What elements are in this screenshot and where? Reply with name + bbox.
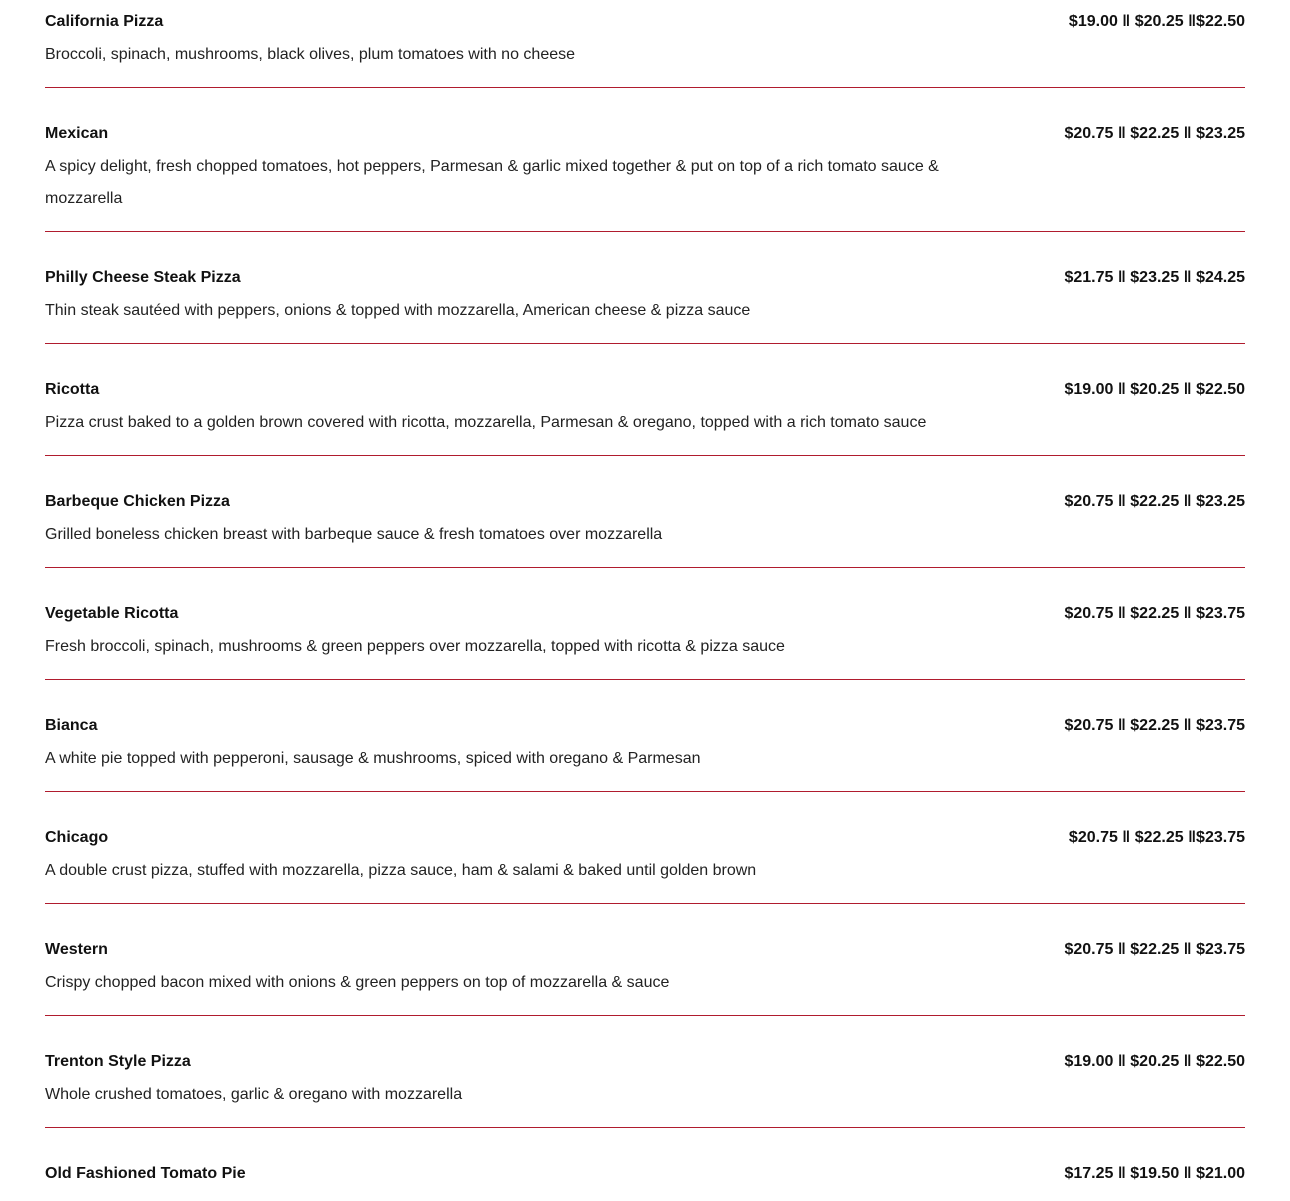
menu-item-name: Chicago <box>45 829 109 846</box>
menu-item-header <box>45 125 1245 145</box>
menu-item-description: Fresh broccoli, spinach, mushrooms & green peppers over mozzarella, topped with ricotta & pizza sauce <box>45 638 785 655</box>
menu-item-description: Grilled boneless chicken breast with barbeque sauce & fresh tomatoes over mozzarella <box>45 526 663 543</box>
menu-item <box>45 1152 1245 1201</box>
menu-item-header <box>45 269 1245 289</box>
menu-item-price: $20.75 ‖ $22.25 ‖ $23.25 <box>1064 125 1245 142</box>
menu-item-header <box>45 1053 1245 1073</box>
menu-item-description: Pizza crust baked to a golden brown covered with ricotta, mozzarella, Parmesan & oregano, topped with a rich tomato sauce <box>45 414 927 431</box>
menu-item-header <box>45 1165 1245 1185</box>
menu-item-header <box>45 381 1245 401</box>
menu-item-name: Ricotta <box>45 381 100 398</box>
menu-item-description: Whole crushed tomatoes, garlic & oregano with mozzarella <box>45 1086 463 1103</box>
menu-item-price: $17.25 ‖ $19.50 ‖ $21.00 <box>1064 1165 1245 1182</box>
menu-item-header <box>45 605 1245 625</box>
menu-item-name: Western <box>45 941 108 958</box>
menu-item <box>45 0 1245 88</box>
menu-item <box>45 256 1245 344</box>
menu-item-description: A white pie topped with pepperoni, sausage & mushrooms, spiced with oregano & Parmesan <box>45 750 701 767</box>
menu-item-description: Crispy chopped bacon mixed with onions & green peppers on top of mozzarella & sauce <box>45 974 670 991</box>
menu-item-price: $20.75 ‖ $22.25 ‖ $23.25 <box>1064 493 1245 510</box>
menu-item <box>45 112 1245 232</box>
menu-item-name: California Pizza <box>45 13 164 30</box>
menu-item-price: $21.75 ‖ $23.25 ‖ $24.25 <box>1064 269 1245 286</box>
menu-item <box>45 480 1245 568</box>
menu-item-price: $20.75 ‖ $22.25 ‖ $23.75 <box>1064 605 1245 622</box>
menu-item-header <box>45 829 1245 849</box>
menu-item-description: Thin steak sautéed with peppers, onions & topped with mozzarella, American cheese & pizza sauce <box>45 302 751 319</box>
menu-item-price: $19.00 ‖ $20.25 ‖$22.50 <box>1068 13 1245 30</box>
menu-item-price: $19.00 ‖ $20.25 ‖ $22.50 <box>1064 1053 1245 1070</box>
menu-item <box>45 816 1245 904</box>
menu-item-price: $20.75 ‖ $22.25 ‖ $23.75 <box>1064 941 1245 958</box>
menu-item-description: A spicy delight, fresh chopped tomatoes, hot peppers, Parmesan & garlic mixed together & put on top of a rich tomato sauce & mozzarella <box>45 158 939 207</box>
menu-list <box>45 0 1245 1201</box>
menu-item-name: Philly Cheese Steak Pizza <box>45 269 241 286</box>
menu-item-header <box>45 13 1245 33</box>
menu-item-price: $20.75 ‖ $22.25 ‖$23.75 <box>1068 829 1245 846</box>
menu-item-name: Barbeque Chicken Pizza <box>45 493 230 510</box>
menu-item-name: Old Fashioned Tomato Pie <box>45 1165 246 1182</box>
menu-item-header <box>45 941 1245 961</box>
menu-item <box>45 592 1245 680</box>
menu-item-header <box>45 493 1245 513</box>
menu-item-price: $19.00 ‖ $20.25 ‖ $22.50 <box>1064 381 1245 398</box>
menu-item <box>45 1040 1245 1128</box>
menu-item <box>45 368 1245 456</box>
menu-item-name: Bianca <box>45 717 98 734</box>
menu-item-name: Vegetable Ricotta <box>45 605 179 622</box>
menu-item <box>45 704 1245 792</box>
menu-item-description: Broccoli, spinach, mushrooms, black olives, plum tomatoes with no cheese <box>45 46 576 63</box>
menu-item-description: A double crust pizza, stuffed with mozzarella, pizza sauce, ham & salami & baked until golden brown <box>45 862 757 879</box>
menu-item-header <box>45 717 1245 737</box>
menu-item-price: $20.75 ‖ $22.25 ‖ $23.75 <box>1064 717 1245 734</box>
menu-item-name: Trenton Style Pizza <box>45 1053 191 1070</box>
menu-item <box>45 928 1245 1016</box>
menu-item-name: Mexican <box>45 125 109 142</box>
